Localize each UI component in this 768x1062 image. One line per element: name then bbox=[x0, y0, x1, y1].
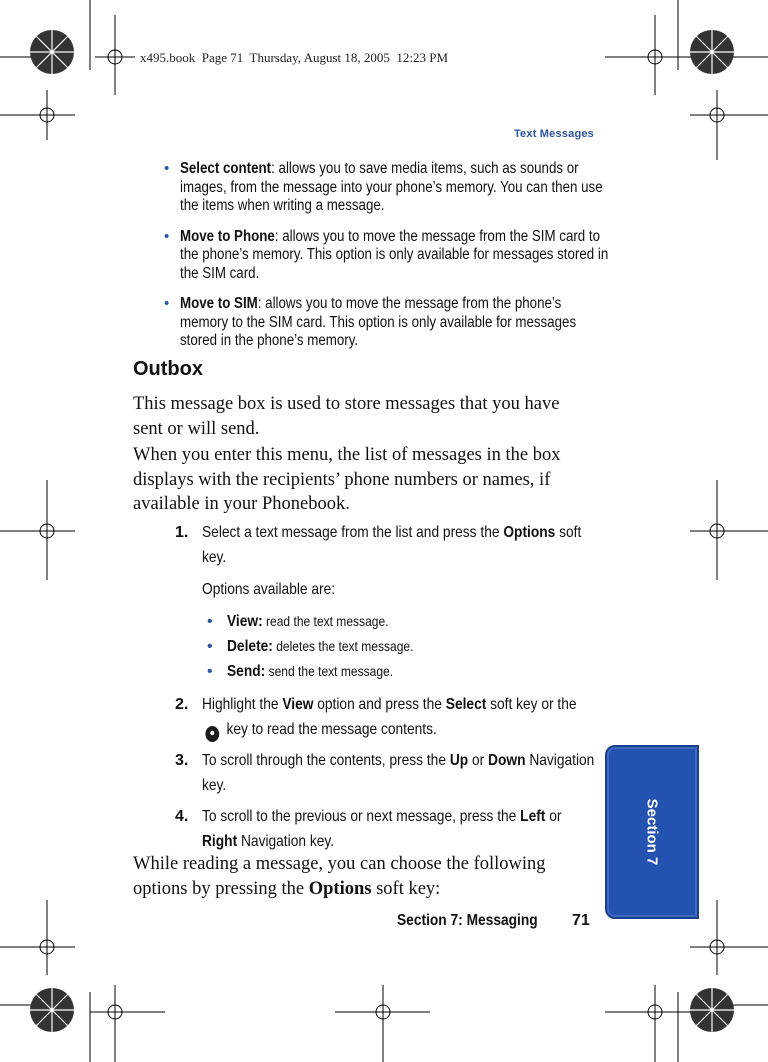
option-term: Send: bbox=[227, 663, 266, 680]
bullet-dot-icon: • bbox=[164, 227, 170, 245]
section-tab-label: Section 7 bbox=[643, 798, 661, 866]
paragraph-reading bbox=[133, 852, 593, 901]
footer-title: Section 7: Messaging bbox=[397, 912, 538, 929]
step-number: 1. bbox=[175, 524, 189, 541]
step-text: soft key. bbox=[202, 524, 582, 566]
step-number: 4. bbox=[175, 808, 189, 825]
step-text: or bbox=[468, 752, 489, 769]
step-key: Left bbox=[520, 808, 546, 825]
bullet-dot-icon: • bbox=[164, 160, 170, 177]
option-send bbox=[202, 659, 605, 684]
option-view bbox=[202, 609, 605, 634]
option-bullets bbox=[164, 160, 634, 363]
option-delete bbox=[202, 634, 605, 659]
step-text: Select a text message from the list and press the bbox=[202, 524, 504, 541]
step-text: Highlight the bbox=[202, 696, 283, 713]
step-number: 2. bbox=[175, 696, 189, 713]
print-header: x495.book Page 71 Thursday, August 18, 2005 12:23 PM bbox=[140, 50, 449, 65]
option-desc: deletes the text message. bbox=[272, 638, 414, 654]
bullet-text: : allows you to move the message from the SIM card to the phone’s memory. This option is only available for messages stored in the SIM card. bbox=[180, 227, 609, 282]
bullet-term: Select content bbox=[180, 160, 272, 177]
bullet-term: Move to SIM bbox=[180, 295, 258, 312]
bullet-move-to-sim bbox=[164, 295, 634, 351]
bullet-select-content bbox=[164, 160, 634, 216]
option-desc: send the text message. bbox=[265, 663, 394, 679]
step-key: Select bbox=[445, 696, 487, 713]
option-term: View: bbox=[227, 613, 263, 630]
step-key: View bbox=[282, 696, 314, 713]
step-text: or bbox=[545, 808, 562, 825]
steps-list bbox=[175, 520, 605, 860]
para-text: While reading a message, you can choose the following options by pressing the bbox=[133, 854, 546, 899]
bullet-dot-icon: • bbox=[207, 613, 213, 630]
step-number: 3. bbox=[175, 752, 189, 769]
option-desc: read the text message. bbox=[262, 613, 389, 629]
para-text: soft key: bbox=[371, 878, 441, 899]
step-4 bbox=[175, 804, 605, 854]
step-text: To scroll through the contents, press the bbox=[202, 752, 450, 769]
step-text: Navigation key. bbox=[202, 752, 595, 794]
section-tab bbox=[605, 745, 699, 919]
bullet-move-to-phone bbox=[164, 228, 634, 284]
bullet-term: Move to Phone bbox=[180, 227, 275, 245]
running-head: Text Messages bbox=[513, 128, 594, 140]
step-key: Down bbox=[488, 752, 526, 769]
bullet-dot-icon: • bbox=[207, 663, 213, 680]
step-key: Right bbox=[202, 833, 238, 850]
step-1 bbox=[175, 520, 605, 684]
paragraph-outbox-intro: This message box is used to store messages that you have sent or will send. bbox=[133, 394, 560, 439]
options-intro: Options available are: bbox=[202, 581, 336, 598]
step-key: Options bbox=[503, 524, 556, 541]
ok-key-icon: ⏺ bbox=[205, 726, 219, 742]
step-2 bbox=[175, 692, 605, 742]
bullet-text: : allows you to move the message from the phone’s memory to the SIM card. This option is only available for messages stored in the phone’s memory. bbox=[180, 295, 577, 349]
step-text: option and press the bbox=[313, 696, 446, 713]
section-heading: Outbox bbox=[133, 358, 203, 380]
options-list bbox=[202, 609, 605, 684]
step-text: To scroll to the previous or next message, press the bbox=[202, 808, 521, 825]
bullet-dot-icon: • bbox=[164, 295, 170, 312]
step-text: key to read the message contents. bbox=[222, 721, 437, 738]
para-key: Options bbox=[308, 878, 372, 899]
paragraph-outbox-list: When you enter this menu, the list of messages in the box displays with the recipients’ phone numbers or names, if available in your Phonebook. bbox=[133, 445, 561, 514]
bullet-dot-icon: • bbox=[207, 638, 213, 655]
page-number: 71 bbox=[572, 912, 590, 929]
step-3 bbox=[175, 748, 605, 798]
step-text: Navigation key. bbox=[237, 833, 335, 850]
bullet-text: : allows you to save media items, such as sounds or images, from the message into your phone’s memory. You can then use the items when writing a message. bbox=[180, 160, 603, 214]
step-text: soft key or the bbox=[486, 696, 577, 713]
step-key: Up bbox=[449, 752, 469, 769]
option-term: Delete: bbox=[227, 638, 273, 655]
